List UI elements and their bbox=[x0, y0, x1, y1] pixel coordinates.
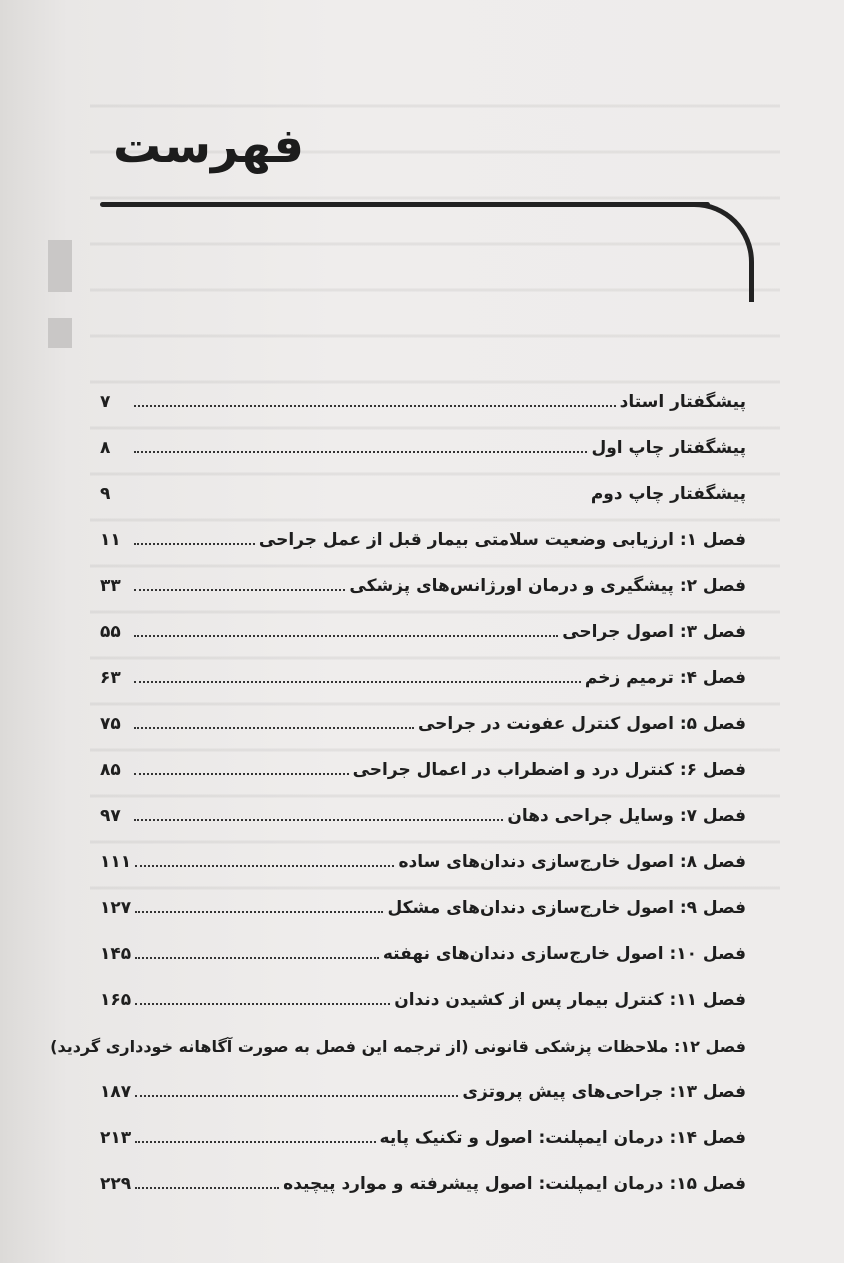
toc-page-number: ۱۲۷ bbox=[100, 898, 132, 918]
toc-entry-title: پیشگفتار چاپ اول bbox=[591, 438, 746, 458]
toc-page-number: ۲۲۹ bbox=[100, 1174, 132, 1194]
toc-page-number: ۵۵ bbox=[100, 622, 121, 642]
toc-entry[interactable] bbox=[100, 596, 746, 642]
toc-entry[interactable] bbox=[100, 734, 746, 780]
toc-entry[interactable] bbox=[100, 1056, 746, 1102]
toc-entry[interactable] bbox=[100, 550, 746, 596]
toc-entry-title: فصل ۱۵: درمان ایمپلنت: اصول پیشرفته و موارد پیچیده bbox=[283, 1174, 746, 1194]
toc-dot-leader bbox=[134, 819, 503, 821]
toc-entry-title: فصل ۱۴: درمان ایمپلنت: اصول و تکنیک پایه bbox=[379, 1128, 746, 1148]
toc-dot-leader bbox=[135, 1095, 458, 1097]
toc-page-number: ۸ bbox=[100, 438, 111, 458]
toc-dot-leader bbox=[135, 865, 394, 867]
toc-entry[interactable] bbox=[100, 412, 746, 458]
toc-entry-title: فصل ۱۰: اصول خارج‌سازی دندان‌های نهفته bbox=[382, 944, 746, 964]
toc-page-number: ۷ bbox=[100, 392, 111, 412]
toc-entry[interactable] bbox=[100, 688, 746, 734]
toc-entry[interactable] bbox=[100, 872, 746, 918]
toc-dot-leader bbox=[134, 405, 616, 407]
toc-dot-leader bbox=[134, 727, 414, 729]
toc-entry[interactable] bbox=[100, 780, 746, 826]
toc-dot-leader bbox=[134, 773, 349, 775]
toc-page-number: ۶۳ bbox=[100, 668, 121, 688]
toc-entry-title: فصل ۵: اصول کنترل عفونت در جراحی bbox=[417, 714, 746, 734]
toc-entry-title: فصل ۱۳: جراحی‌های پیش پروتزی bbox=[462, 1082, 746, 1102]
toc-dot-leader bbox=[135, 1003, 390, 1005]
toc-entry-title: فصل ۹: اصول خارج‌سازی دندان‌های مشکل bbox=[387, 898, 746, 918]
toc-page-number: ۲۱۳ bbox=[100, 1128, 132, 1148]
toc-entry[interactable] bbox=[100, 366, 746, 412]
toc-entry-title: فصل ۱: ارزیابی وضعیت سلامتی بیمار قبل از عمل جراحی bbox=[258, 530, 746, 550]
title-underline bbox=[100, 202, 710, 207]
toc-page-number: ۱۱۱ bbox=[100, 852, 132, 872]
toc-entry-title: فصل ۱۱: کنترل بیمار پس از کشیدن دندان bbox=[394, 990, 746, 1010]
toc-dot-leader bbox=[134, 681, 581, 683]
page-edge-tab bbox=[48, 318, 72, 348]
toc-dot-leader bbox=[134, 635, 558, 637]
toc-dot-leader bbox=[134, 589, 345, 591]
toc-page-number: ۷۵ bbox=[100, 714, 121, 734]
toc-entry-title: پیشگفتار چاپ دوم bbox=[590, 484, 746, 504]
toc-entry[interactable] bbox=[50, 1010, 746, 1056]
toc-entry-title: فصل ۳: اصول جراحی bbox=[562, 622, 746, 642]
toc-page-number: ۱۱ bbox=[100, 530, 121, 550]
toc-dot-leader bbox=[135, 957, 379, 959]
toc-entry-title: فصل ۴: ترمیم زخم bbox=[584, 668, 746, 688]
toc-dot-leader bbox=[134, 543, 255, 545]
toc-page-number: ۱۶۵ bbox=[100, 990, 132, 1010]
toc-entry[interactable] bbox=[100, 458, 746, 504]
toc-entry[interactable] bbox=[100, 642, 746, 688]
toc-page-number: ۸۵ bbox=[100, 760, 121, 780]
page-title: فهرست bbox=[113, 118, 304, 174]
page-edge-tab bbox=[48, 240, 72, 292]
toc-entry-title: پیشگفتار استاد bbox=[619, 392, 746, 412]
toc-entry-title: فصل ۸: اصول خارج‌سازی دندان‌های ساده bbox=[398, 852, 746, 872]
toc-page-number: ۹ bbox=[100, 484, 111, 504]
toc-page-number: ۱۴۵ bbox=[100, 944, 132, 964]
toc-entry-title: فصل ۶: کنترل درد و اضطراب در اعمال جراحی bbox=[352, 760, 746, 780]
toc-dot-leader bbox=[134, 451, 587, 453]
toc-dot-leader bbox=[135, 911, 383, 913]
toc-entry[interactable] bbox=[100, 826, 746, 872]
toc-page-number: ۳۳ bbox=[100, 576, 121, 596]
title-underline-curve bbox=[690, 202, 754, 302]
table-of-contents bbox=[50, 366, 746, 1194]
toc-page-number: ۹۷ bbox=[100, 806, 121, 826]
toc-dot-leader bbox=[134, 497, 587, 499]
toc-dot-leader bbox=[135, 1187, 279, 1189]
toc-page-number: ۱۸۷ bbox=[100, 1082, 132, 1102]
toc-entry[interactable] bbox=[100, 504, 746, 550]
toc-entry[interactable] bbox=[100, 1102, 746, 1148]
toc-entry[interactable] bbox=[100, 918, 746, 964]
toc-entry-title: فصل ۲: پیشگیری و درمان اورژانس‌های پزشکی bbox=[349, 576, 746, 596]
toc-dot-leader bbox=[135, 1141, 375, 1143]
toc-entry-title: فصل ۱۲: ملاحظات پزشکی قانونی (از ترجمه این فصل به صورت آگاهانه خودداری گردید) bbox=[50, 1037, 746, 1056]
toc-entry[interactable] bbox=[100, 1148, 746, 1194]
toc-entry[interactable] bbox=[100, 964, 746, 1010]
toc-entry-title: فصل ۷: وسایل جراحی دهان bbox=[507, 806, 746, 826]
